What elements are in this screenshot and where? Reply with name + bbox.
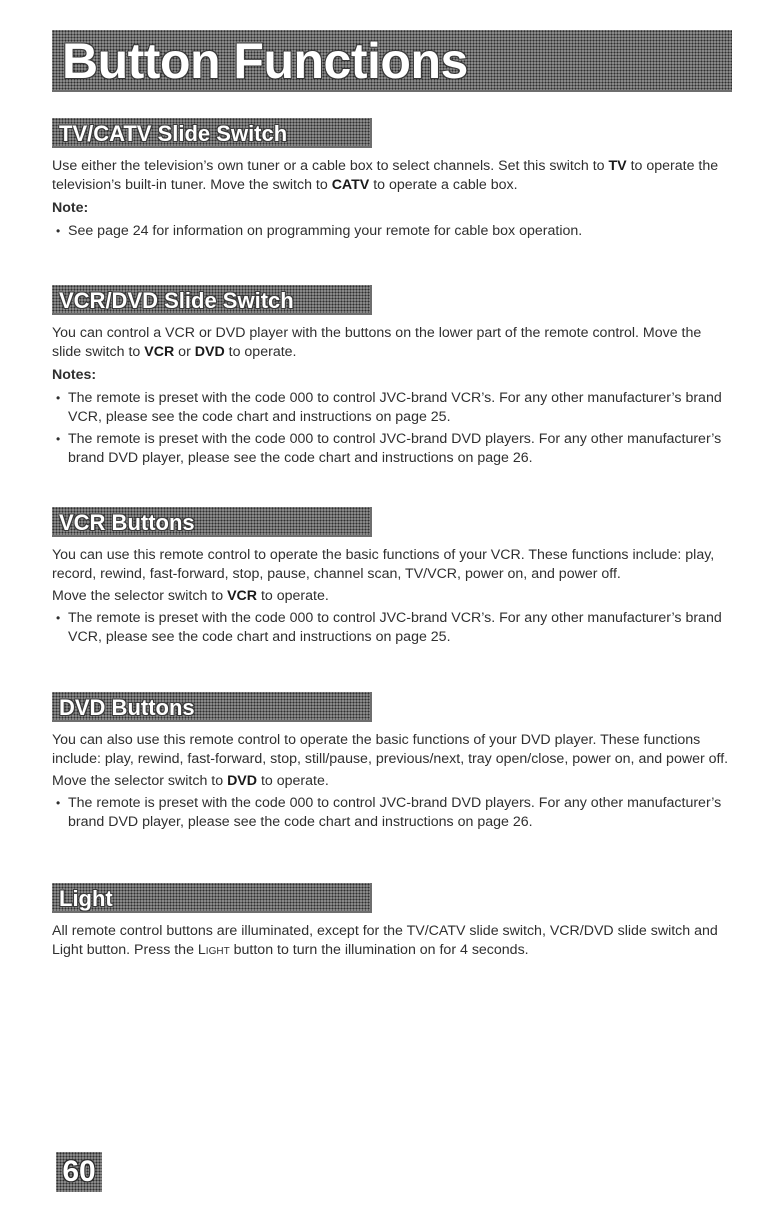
section-heading: VCR/DVD Slide Switch bbox=[59, 288, 294, 313]
bold-term: DVD bbox=[194, 344, 225, 360]
bullet-glyph: • bbox=[56, 611, 61, 625]
bullet-glyph: • bbox=[56, 391, 61, 405]
bullet-item bbox=[52, 389, 732, 427]
text-run: to operate. bbox=[257, 773, 329, 789]
section-paragraph bbox=[52, 157, 732, 195]
section-heading: DVD Buttons bbox=[59, 695, 195, 720]
text-run: to operate the television’s built-in tuner. Move the switch to bbox=[52, 158, 719, 193]
text-run: Move the selector switch to bbox=[52, 773, 228, 789]
bullet-text: The remote is preset with the code 000 to control JVC-brand DVD players. For any other manufacturer’s brand DVD player, please see the code chart and instructions on page 26. bbox=[68, 431, 722, 466]
section-vcr-buttons bbox=[52, 507, 732, 650]
bold-term: VCR bbox=[227, 588, 258, 604]
section-tv-catv bbox=[52, 118, 732, 244]
section-paragraph: You can also use this remote control to operate the basic functions of your DVD player. These functions include: play, rewind, fast-forward, stop, still/pause, previous/next, tray open/close, power on, and power off. bbox=[52, 732, 729, 767]
bullet-item bbox=[52, 430, 732, 468]
section-heading-banner bbox=[52, 692, 372, 722]
bullet-glyph: • bbox=[56, 224, 61, 238]
bullet-text: See page 24 for information on programming your remote for cable box operation. bbox=[68, 223, 583, 239]
text-run: button to turn the illumination on for 4 seconds. bbox=[229, 942, 529, 958]
page-number-badge bbox=[56, 1152, 102, 1192]
small-caps-term: Light bbox=[197, 942, 230, 958]
section-dvd-buttons bbox=[52, 692, 732, 835]
section-heading: Light bbox=[59, 886, 113, 911]
text-run: All remote control buttons are illuminated, except for the TV/CATV slide switch, VCR/DVD slide switch and Light button. Press the bbox=[52, 923, 718, 958]
text-run: to operate a cable box. bbox=[369, 177, 518, 193]
bold-term: CATV bbox=[331, 177, 370, 193]
text-run: Use either the television’s own tuner or a cable box to select channels. Set this switch to bbox=[52, 158, 609, 174]
text-run: to operate. bbox=[224, 344, 297, 360]
text-run: You can control a VCR or DVD player with the buttons on the lower part of the remote control. Move the slide switch to bbox=[52, 325, 702, 360]
bullet-item bbox=[52, 794, 732, 832]
text-run: or bbox=[174, 344, 195, 360]
page-title-banner bbox=[52, 30, 732, 92]
section-heading-banner bbox=[52, 883, 372, 913]
section-heading-banner bbox=[52, 507, 372, 537]
note-label: Notes: bbox=[52, 367, 97, 383]
bullet-text: The remote is preset with the code 000 to control JVC-brand VCR’s. For any other manufacturer’s brand VCR, please see the code chart and instructions on page 25. bbox=[68, 610, 722, 645]
bold-term: TV bbox=[608, 158, 627, 174]
section-paragraph bbox=[52, 587, 732, 606]
section-heading: TV/CATV Slide Switch bbox=[59, 121, 288, 146]
section-vcr-dvd bbox=[52, 285, 732, 471]
section-paragraph bbox=[52, 324, 732, 362]
section-light bbox=[52, 883, 732, 963]
section-heading: VCR Buttons bbox=[59, 510, 195, 535]
section-heading-banner bbox=[52, 285, 372, 315]
bullet-item bbox=[52, 222, 732, 241]
bold-term: VCR bbox=[144, 344, 175, 360]
section-paragraph bbox=[52, 772, 732, 791]
text-run: Move the selector switch to bbox=[52, 588, 228, 604]
section-heading-banner bbox=[52, 118, 372, 148]
bullet-item bbox=[52, 609, 732, 647]
page-title: Button Functions bbox=[62, 33, 468, 89]
note-label: Note: bbox=[52, 200, 89, 216]
bullet-glyph: • bbox=[56, 432, 61, 446]
bold-term: DVD bbox=[227, 773, 258, 789]
section-paragraph: You can use this remote control to operate the basic functions of your VCR. These functions include: play, record, rewind, fast-forward, stop, pause, channel scan, TV/VCR, power on, and power off. bbox=[52, 547, 715, 582]
bullet-glyph: • bbox=[56, 796, 61, 810]
bullet-text: The remote is preset with the code 000 to control JVC-brand DVD players. For any other manufacturer’s brand DVD player, please see the code chart and instructions on page 26. bbox=[68, 795, 722, 830]
text-run: to operate. bbox=[257, 588, 329, 604]
page-number: 60 bbox=[62, 1155, 96, 1188]
section-paragraph bbox=[52, 922, 732, 960]
bullet-text: The remote is preset with the code 000 to control JVC-brand VCR’s. For any other manufacturer’s brand VCR, please see the code chart and instructions on page 25. bbox=[68, 390, 722, 425]
